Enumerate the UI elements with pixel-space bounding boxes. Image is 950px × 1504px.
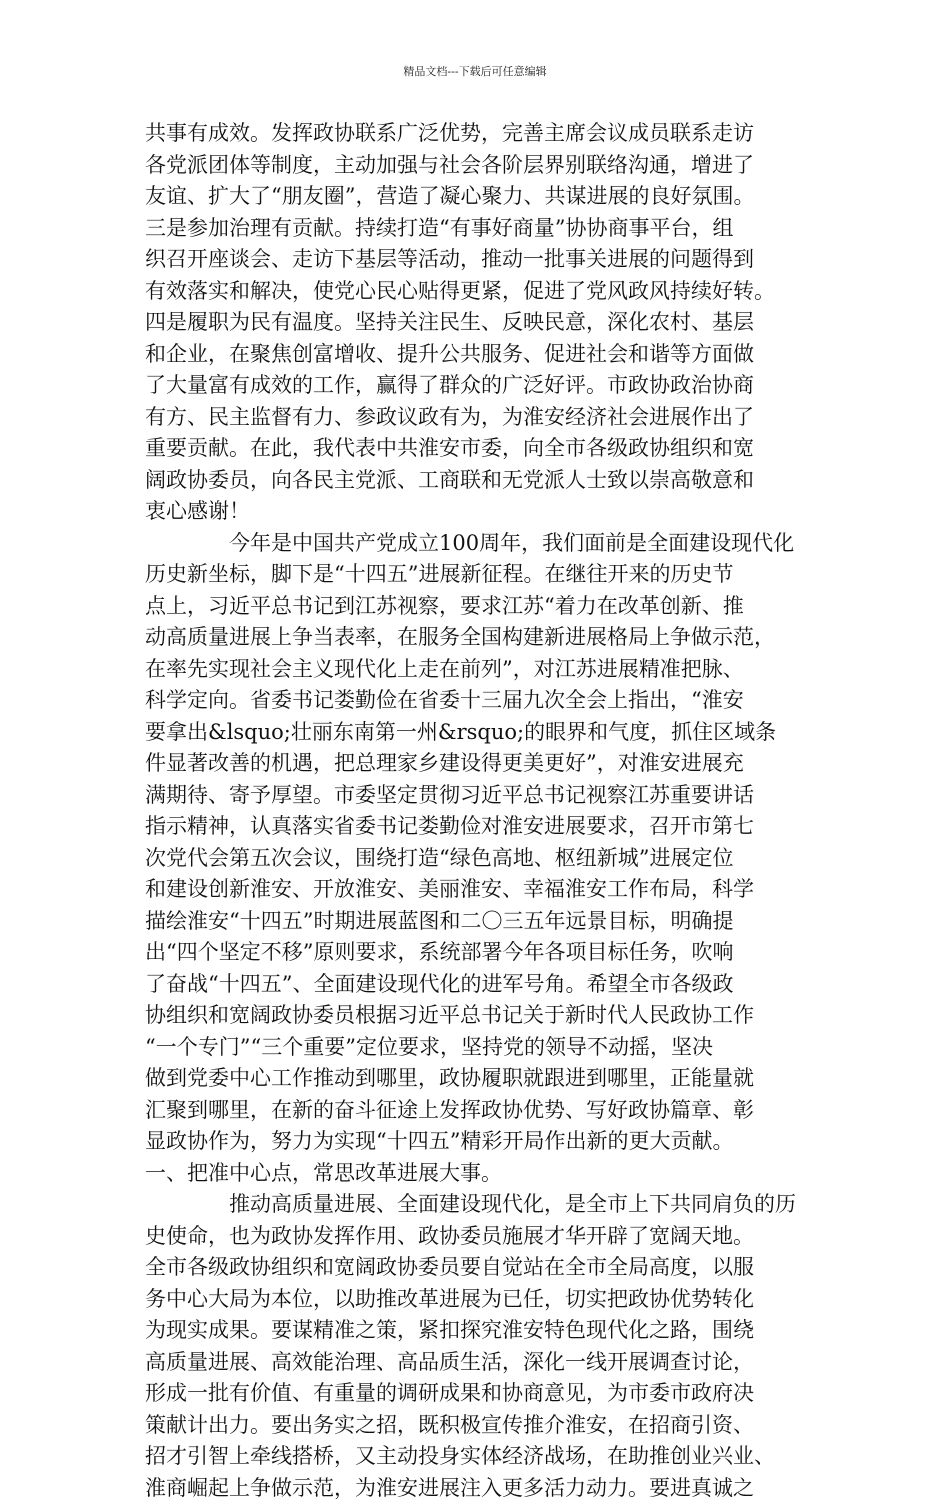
text-line: 要拿出&lsquo;壮丽东南第一州&rsquo;的眼界和气度，抓住区域条 [145, 717, 817, 749]
text-line: 四是履职为民有温度。坚持关注民生、反映民意，深化农村、基层 [145, 307, 817, 339]
text-line: 件显著改善的机遇，把总理家乡建设得更美更好”，对淮安进展充 [145, 748, 817, 780]
text-line: 织召开座谈会、走访下基层等活动，推动一批事关进展的问题得到 [145, 244, 817, 276]
text-line: 描绘淮安“十四五”时期进展蓝图和二〇三五年远景目标，明确提 [145, 906, 817, 938]
text-line: 了奋战“十四五”、全面建设现代化的进军号角。希望全市各级政 [145, 969, 817, 1001]
text-line: 为现实成果。要谋精准之策，紧扣探究淮安特色现代化之路，围绕 [145, 1315, 817, 1347]
text-line: 招才引智上牵线搭桥，又主动投身实体经济战场，在助推创业兴业、 [145, 1441, 817, 1473]
text-line: 务中心大局为本位，以助推改革进展为已任，切实把政协优势转化 [145, 1284, 817, 1316]
text-line: 和企业，在聚焦创富增收、提升公共服务、促进社会和谐等方面做 [145, 339, 817, 371]
text-line: 高质量进展、高效能治理、高品质生活，深化一线开展调查讨论， [145, 1347, 817, 1379]
paragraph-start-line: 今年是中国共产党成立100周年，我们面前是全面建设现代化 [145, 528, 817, 560]
text-line: 了大量富有成效的工作，赢得了群众的广泛好评。市政协政治协商 [145, 370, 817, 402]
text-line: 有方、民主监督有力、参政议政有为，为淮安经济社会进展作出了 [145, 402, 817, 434]
text-line: 策献计出力。要出务实之招，既积极宣传推介淮安，在招商引资、 [145, 1410, 817, 1442]
text-line: 点上，习近平总书记到江苏视察，要求江苏“着力在改革创新、推 [145, 591, 817, 623]
text-line: 共事有成效。发挥政协联系广泛优势，完善主席会议成员联系走访 [145, 118, 817, 150]
document-body [145, 118, 817, 1504]
page-header: 精品文档---下载后可任意编辑 [0, 65, 950, 79]
text-line: 满期待、寄予厚望。市委坚定贯彻习近平总书记视察江苏重要讲话 [145, 780, 817, 812]
text-line: 汇聚到哪里，在新的奋斗征途上发挥政协优势、写好政协篇章、彰 [145, 1095, 817, 1127]
text-line: 科学定向。省委书记娄勤俭在省委十三届九次全会上指出，“淮安 [145, 685, 817, 717]
section-heading: 一、把准中心点，常思改革进展大事。 [145, 1158, 817, 1190]
text-line: 和建设创新淮安、开放淮安、美丽淮安、幸福淮安工作布局，科学 [145, 874, 817, 906]
text-line: 全市各级政协组织和宽阔政协委员要自觉站在全市全局高度，以服 [145, 1252, 817, 1284]
text-line: 指示精神，认真落实省委书记娄勤俭对淮安进展要求，召开市第七 [145, 811, 817, 843]
text-line: 三是参加治理有贡献。持续打造“有事好商量”协协商事平台，组 [145, 213, 817, 245]
text-line: 衷心感谢！ [145, 496, 817, 528]
text-line: 协组织和宽阔政协委员根据习近平总书记关于新时代人民政协工作 [145, 1000, 817, 1032]
text-line: 重要贡献。在此，我代表中共淮安市委，向全市各级政协组织和宽 [145, 433, 817, 465]
text-line: 友谊、扩大了“朋友圈”，营造了凝心聚力、共谋进展的良好氛围。 [145, 181, 817, 213]
text-line: 做到党委中心工作推动到哪里，政协履职就跟进到哪里，正能量就 [145, 1063, 817, 1095]
text-line: 各党派团体等制度，主动加强与社会各阶层界别联络沟通，增进了 [145, 150, 817, 182]
text-line: 阔政协委员，向各民主党派、工商联和无党派人士致以崇高敬意和 [145, 465, 817, 497]
text-line: 次党代会第五次会议，围绕打造“绿色高地、枢纽新城”进展定位 [145, 843, 817, 875]
text-line: “一个专门”“三个重要”定位要求，坚持党的领导不动摇，坚决 [145, 1032, 817, 1064]
text-line: 形成一批有价值、有重量的调研成果和协商意见，为市委市政府决 [145, 1378, 817, 1410]
text-line: 淮商崛起上争做示范，为淮安进展注入更多活力动力。要进真诚之 [145, 1473, 817, 1504]
text-line: 有效落实和解决，使党心民心贴得更紧，促进了党风政风持续好转。 [145, 276, 817, 308]
text-line: 在率先实现社会主义现代化上走在前列”，对江苏进展精准把脉、 [145, 654, 817, 686]
text-line: 史使命，也为政协发挥作用、政协委员施展才华开辟了宽阔天地。 [145, 1221, 817, 1253]
paragraph-start-line: 推动高质量进展、全面建设现代化，是全市上下共同肩负的历 [145, 1189, 817, 1221]
text-line: 历史新坐标，脚下是“十四五”进展新征程。在继往开来的历史节 [145, 559, 817, 591]
text-line: 显政协作为，努力为实现“十四五”精彩开局作出新的更大贡献。 [145, 1126, 817, 1158]
text-line: 动高质量进展上争当表率，在服务全国构建新进展格局上争做示范， [145, 622, 817, 654]
text-line: 出“四个坚定不移”原则要求，系统部署今年各项目标任务，吹响 [145, 937, 817, 969]
